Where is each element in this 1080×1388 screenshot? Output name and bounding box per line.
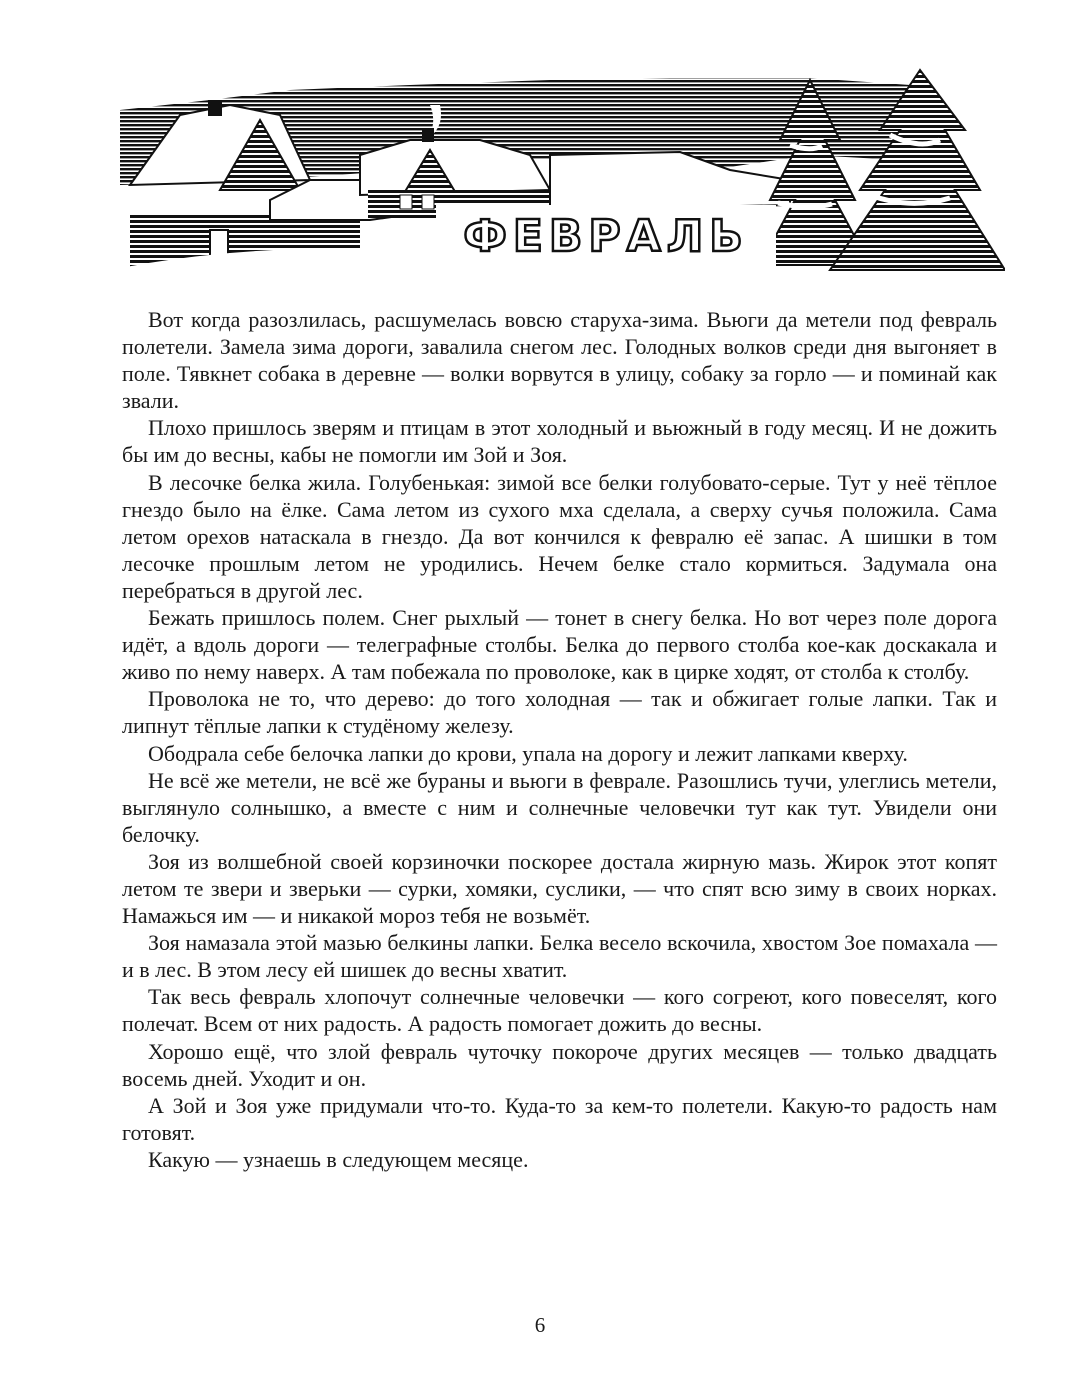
paragraph: Зоя намазала этой мазью белкины лапки. Белка весело вскочила, хвостом Зое помахала — и в лес. В этом лесу ей шишек до весны хватит. xyxy=(122,930,997,983)
story-text xyxy=(122,306,997,1173)
paragraph: Так весь февраль хлопочут солнечные человечки — кого согреют, кого повеселят, кого полечат. Всем от них радость. А радость помогает дожить до весны. xyxy=(122,984,997,1037)
paragraph: Бежать пришлось полем. Снег рыхлый — тонет в снегу белка. Но вот через поле дорога идёт, а вдоль дороги — телеграфные столбы. Белка до первого столба кое-как доскакала и живо по нему наверх. А там побежала по проволоке, как в цирке ходят, от столба к столбу. xyxy=(122,605,997,685)
paragraph: Какую — узнаешь в следующем месяце. xyxy=(148,1146,529,1172)
paragraph: Зоя из волшебной своей корзиночки поскорее достала жирную мазь. Жирок этот копят летом те звери и зверьки — сурки, хомяки, суслики, — что спят всю зиму в своих норках. Намажься им — и никакой мороз тебя не возьмёт. xyxy=(122,848,997,929)
paragraph: Вот когда разозлилась, расшумелась вовсю старуха-зима. Вьюги да метели под февраль полетели. Замела зима дороги, завалила снегом лес. Голодных волков среди дня выгоняет в поле. Тявкнет собака в деревне — волки ворвутся в улицу, собаку за горло — и поминай как звали. xyxy=(122,307,997,414)
paragraph: Ободрала себе белочка лапки до крови, упала на дорогу и лежит лапками кверху. xyxy=(148,740,908,766)
paragraph: В лесочке белка жила. Голубенькая: зимой все белки голубовато-серые. Тут у неё тёплое гнездо было на ёлке. Сама летом из сухого мха сделала, а сверху сучья положила. Сама летом орехов натаскала в гнездо. Да вот кончился к февралю её запас. А шишки в том лесочке прошлым летом не уродились. Нечем белке стало кормиться. Задумала она перебраться в другой лес. xyxy=(122,469,997,603)
page-number: 6 xyxy=(534,1313,546,1337)
chapter-title-box xyxy=(436,205,776,267)
paragraph: Не всё же метели, не всё же бураны и вьюги в феврале. Разошлись тучи, улеглись метели, выглянуло солнышко, а вместе с ним и солнечные человечки тут как тут. Увидели они белочку. xyxy=(122,767,997,847)
chapter-title: ФЕВРАЛЬ xyxy=(463,210,749,262)
paragraph: Плохо пришлось зверям и птицам в этот холодный и вьюжный в году месяц. И не дожить бы им до весны, кабы не помогли им Зой и Зоя. xyxy=(122,415,997,468)
paragraph: Хорошо ещё, что злой февраль чуточку покороче других месяцев — только двадцать восемь дней. Уходит и он. xyxy=(122,1038,997,1091)
paragraph: А Зой и Зоя уже придумали что-то. Куда-то за кем-то полетели. Какую-то радость нам готовят. xyxy=(122,1092,997,1145)
paragraph: Проволока не то, что дерево: до того холодная — так и обжигает голые лапки. Так и липнут тёплые лапки к студёному железу. xyxy=(122,686,997,739)
